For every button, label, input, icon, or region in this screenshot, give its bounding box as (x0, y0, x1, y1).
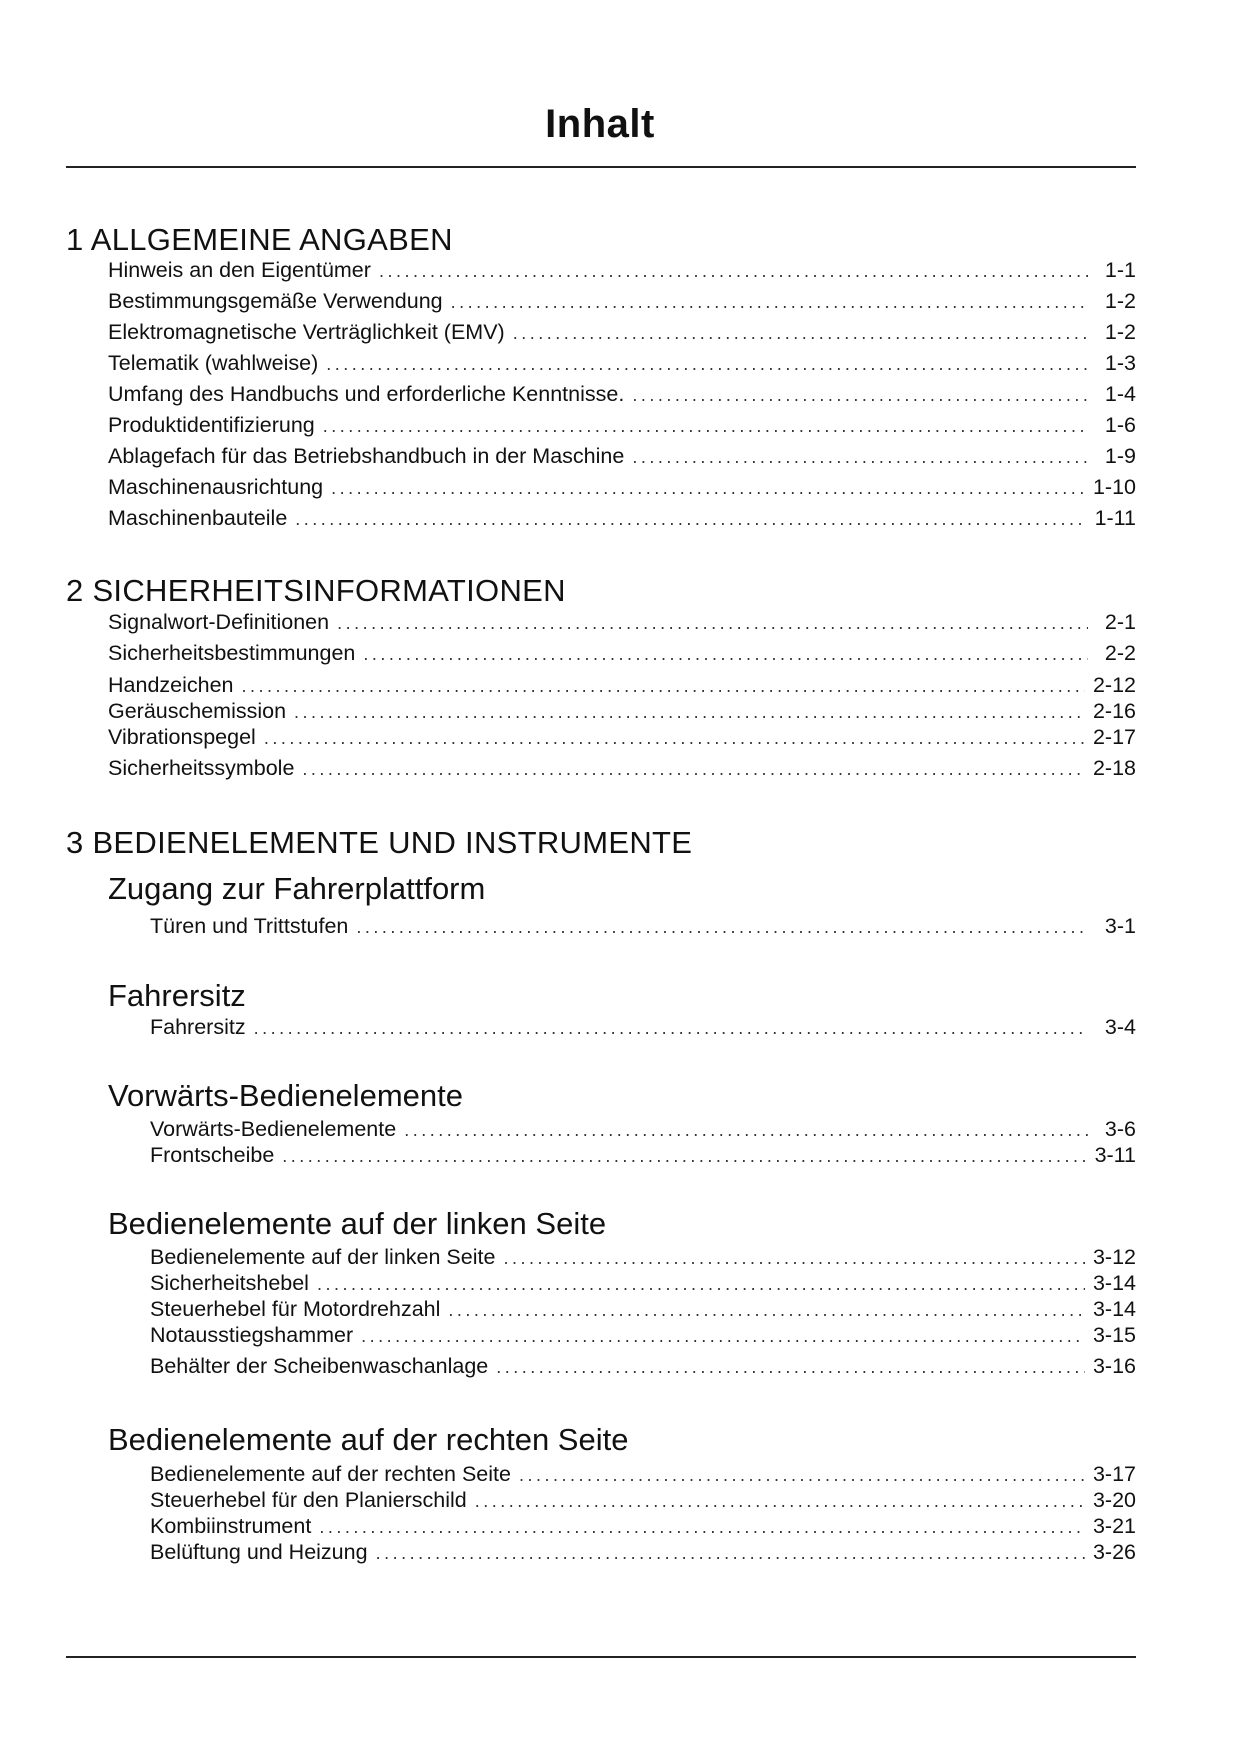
dot-leader (254, 1016, 1088, 1040)
toc-entry-page: 1-3 (1104, 351, 1136, 375)
dot-leader (376, 1541, 1085, 1565)
dot-leader (448, 1298, 1085, 1322)
dot-leader (496, 1355, 1085, 1379)
toc-entry-label: Steuerhebel für Motordrehzahl (150, 1297, 441, 1321)
section-heading[interactable]: Vorwärts-Bedienelemente (108, 1078, 463, 1113)
toc-entry[interactable] (150, 1462, 1136, 1487)
dot-leader (503, 1246, 1085, 1270)
toc-entry[interactable] (108, 756, 1136, 781)
chapter-heading-2[interactable]: 2 SICHERHEITSINFORMATIONEN (66, 573, 566, 608)
toc-entry-label: Sicherheitsbestimmungen (108, 641, 356, 665)
dot-leader (379, 259, 1088, 283)
toc-entry-label: Signalwort-Definitionen (108, 610, 330, 634)
toc-entry-page: 3-11 (1094, 1143, 1136, 1167)
section-heading[interactable]: Bedienelemente auf der linken Seite (108, 1206, 607, 1241)
toc-entry-page: 1-4 (1104, 382, 1136, 406)
toc-entry-label: Geräuschemission (108, 699, 287, 723)
footer-divider (66, 1656, 1136, 1658)
toc-entry-page: 2-18 (1092, 756, 1136, 780)
toc-entry-page: 3-21 (1092, 1514, 1136, 1538)
toc-entry[interactable] (108, 444, 1136, 469)
dot-leader (264, 726, 1085, 750)
toc-entry-page: 2-1 (1104, 610, 1136, 634)
dot-leader (519, 1463, 1085, 1487)
dot-leader (319, 1515, 1085, 1539)
dot-leader (302, 757, 1085, 781)
toc-entry[interactable] (150, 1297, 1136, 1322)
toc-entry-label: Vibrationspegel (108, 725, 256, 749)
toc-entry-page: 3-14 (1092, 1271, 1136, 1295)
toc-entry[interactable] (150, 1143, 1136, 1168)
dot-leader (356, 915, 1088, 939)
toc-entry-label: Kombiinstrument (150, 1514, 312, 1538)
toc-entry-page: 3-15 (1092, 1323, 1136, 1347)
toc-entry-page: 3-12 (1092, 1245, 1136, 1269)
dot-leader (282, 1144, 1086, 1168)
toc-entry[interactable] (108, 506, 1136, 531)
toc-entry[interactable] (150, 1514, 1136, 1539)
toc-entry[interactable] (108, 258, 1136, 283)
toc-entry[interactable] (108, 289, 1136, 314)
toc-entry-page: 2-12 (1092, 673, 1136, 697)
toc-entry-label: Notausstiegshammer (150, 1323, 354, 1347)
toc-entry-page: 3-4 (1104, 1015, 1136, 1039)
toc-entry-label: Sicherheitshebel (150, 1271, 309, 1295)
toc-entry[interactable] (150, 1540, 1136, 1565)
toc-entry-label: Fahrersitz (150, 1015, 246, 1039)
title-divider (66, 166, 1136, 168)
toc-entry[interactable] (108, 610, 1136, 635)
toc-entry[interactable] (108, 382, 1136, 407)
toc-entry-page: 1-9 (1104, 444, 1136, 468)
toc-entry-label: Bedienelemente auf der rechten Seite (150, 1462, 511, 1486)
toc-entry-page: 1-2 (1104, 289, 1136, 313)
toc-entry-label: Handzeichen (108, 673, 234, 697)
toc-entry-page: 3-6 (1104, 1117, 1136, 1141)
dot-leader (317, 1272, 1085, 1296)
section-heading[interactable]: Bedienelemente auf der rechten Seite (108, 1422, 629, 1457)
toc-entry-label: Bedienelemente auf der linken Seite (150, 1245, 496, 1269)
dot-leader (337, 611, 1088, 635)
toc-entry-label: Ablagefach für das Betriebshandbuch in der Maschine (108, 444, 625, 468)
toc-entry-label: Bestimmungsgemäße Verwendung (108, 289, 443, 313)
section-heading[interactable]: Zugang zur Fahrerplattform (108, 871, 486, 906)
toc-entry[interactable] (150, 1245, 1136, 1270)
toc-entry-label: Elektromagnetische Verträglichkeit (EMV) (108, 320, 505, 344)
toc-entry-label: Steuerhebel für den Planierschild (150, 1488, 467, 1512)
dot-leader (451, 290, 1088, 314)
toc-entry-page: 1-10 (1092, 475, 1136, 499)
dot-leader (632, 383, 1088, 407)
toc-entry[interactable] (108, 699, 1136, 724)
toc-entry[interactable] (108, 725, 1136, 750)
toc-entry-label: Behälter der Scheibenwaschanlage (150, 1354, 489, 1378)
toc-entry-page: 2-2 (1104, 641, 1136, 665)
toc-entry-page: 2-16 (1092, 699, 1136, 723)
toc-entry-label: Hinweis an den Eigentümer (108, 258, 371, 282)
toc-entry-page: 3-20 (1092, 1488, 1136, 1512)
dot-leader (242, 674, 1085, 698)
toc-entry[interactable] (150, 1488, 1136, 1513)
toc-entry[interactable] (108, 475, 1136, 500)
toc-entry[interactable] (108, 413, 1136, 438)
toc-entry-page: 2-17 (1092, 725, 1136, 749)
dot-leader (361, 1324, 1085, 1348)
dot-leader (331, 476, 1085, 500)
toc-entry[interactable] (108, 673, 1136, 698)
chapter-heading-3[interactable]: 3 BEDIENELEMENTE UND INSTRUMENTE (66, 825, 693, 860)
dot-leader (323, 414, 1088, 438)
toc-entry-page: 1-2 (1104, 320, 1136, 344)
toc-entry[interactable] (150, 1354, 1136, 1379)
toc-entry-page: 3-14 (1092, 1297, 1136, 1321)
toc-entry-label: Umfang des Handbuchs und erforderliche Kenntnisse. (108, 382, 625, 406)
page-title: Inhalt (545, 102, 655, 146)
dot-leader (475, 1489, 1085, 1513)
toc-entry[interactable] (150, 914, 1136, 939)
toc-entry[interactable] (150, 1271, 1136, 1296)
dot-leader (294, 700, 1085, 724)
chapter-heading-1[interactable]: 1 ALLGEMEINE ANGABEN (66, 222, 453, 257)
toc-entry-label: Vorwärts-Bedienelemente (150, 1117, 397, 1141)
toc-entry-page: 3-26 (1092, 1540, 1136, 1564)
dot-leader (404, 1118, 1088, 1142)
toc-entry-label: Türen und Trittstufen (150, 914, 349, 938)
toc-entry-page: 1-6 (1104, 413, 1136, 437)
toc-entry[interactable] (108, 320, 1136, 345)
toc-entry[interactable] (150, 1323, 1136, 1348)
section-heading[interactable]: Fahrersitz (108, 978, 246, 1013)
toc-entry-page: 1-11 (1094, 506, 1136, 530)
toc-entry-label: Belüftung und Heizung (150, 1540, 368, 1564)
dot-leader (363, 642, 1088, 666)
toc-entry[interactable] (108, 641, 1136, 666)
dot-leader (326, 352, 1088, 376)
dot-leader (295, 507, 1086, 531)
toc-entry-label: Sicherheitssymbole (108, 756, 295, 780)
toc-entry-label: Maschinenausrichtung (108, 475, 324, 499)
toc-entry-label: Telematik (wahlweise) (108, 351, 319, 375)
toc-entry-label: Frontscheibe (150, 1143, 275, 1167)
dot-leader (513, 321, 1088, 345)
toc-entry-label: Produktidentifizierung (108, 413, 315, 437)
toc-entry[interactable] (108, 351, 1136, 376)
toc-entry[interactable] (150, 1015, 1136, 1040)
dot-leader (632, 445, 1088, 469)
toc-entry-label: Maschinenbauteile (108, 506, 288, 530)
toc-entry[interactable] (150, 1117, 1136, 1142)
toc-entry-page: 1-1 (1104, 258, 1136, 282)
toc-entry-page: 3-1 (1104, 914, 1136, 938)
toc-entry-page: 3-16 (1092, 1354, 1136, 1378)
toc-entry-page: 3-17 (1092, 1462, 1136, 1486)
